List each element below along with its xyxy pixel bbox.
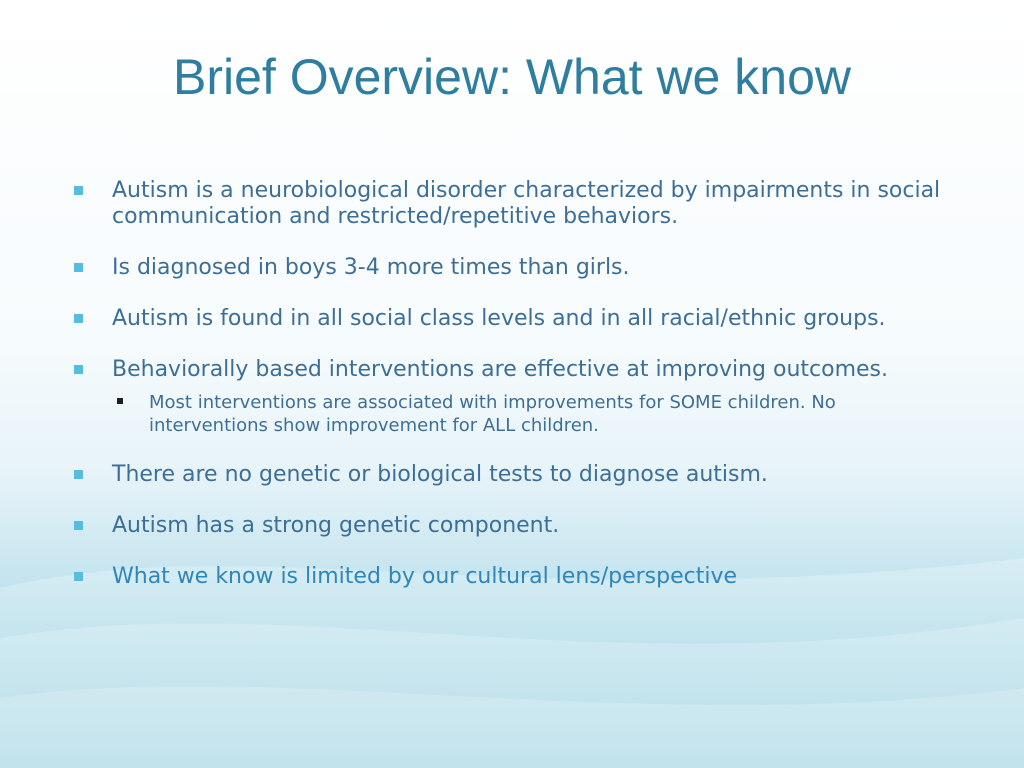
square-bullet-icon bbox=[74, 521, 83, 530]
bullet-list bbox=[72, 178, 952, 615]
square-bullet-icon bbox=[74, 572, 83, 581]
bullet-text: Autism has a strong genetic component. bbox=[112, 513, 560, 538]
small-square-bullet-icon bbox=[117, 398, 123, 404]
bullet-item bbox=[72, 513, 952, 539]
bullet-item bbox=[72, 357, 952, 437]
bullet-text: Is diagnosed in boys 3-4 more times than girls. bbox=[112, 255, 630, 280]
bullet-item bbox=[72, 462, 952, 488]
bullet-item bbox=[72, 564, 952, 590]
square-bullet-icon bbox=[74, 186, 83, 195]
bullet-text: Behaviorally based interventions are effective at improving outcomes. bbox=[112, 357, 889, 382]
bullet-text: There are no genetic or biological tests to diagnose autism. bbox=[112, 462, 768, 487]
slide-title: Brief Overview: What we know bbox=[173, 49, 851, 105]
square-bullet-icon bbox=[74, 263, 83, 272]
bullet-text: Autism is a neurobiological disorder characterized by impairments in social communication and restricted/repetitive behaviors. bbox=[112, 178, 941, 229]
sub-bullet-item bbox=[112, 391, 952, 437]
square-bullet-icon bbox=[74, 470, 83, 479]
square-bullet-icon bbox=[74, 365, 83, 374]
square-bullet-icon bbox=[74, 314, 83, 323]
bullet-text: Autism is found in all social class levels and in all racial/ethnic groups. bbox=[112, 306, 886, 331]
bullet-text: What we know is limited by our cultural lens/perspective bbox=[112, 564, 738, 589]
sub-bullet-text: Most interventions are associated with improvements for SOME children. No interventions show improvement for ALL children. bbox=[149, 392, 836, 436]
bullet-item bbox=[72, 178, 952, 230]
bullet-item bbox=[72, 255, 952, 281]
bullet-item bbox=[72, 306, 952, 332]
